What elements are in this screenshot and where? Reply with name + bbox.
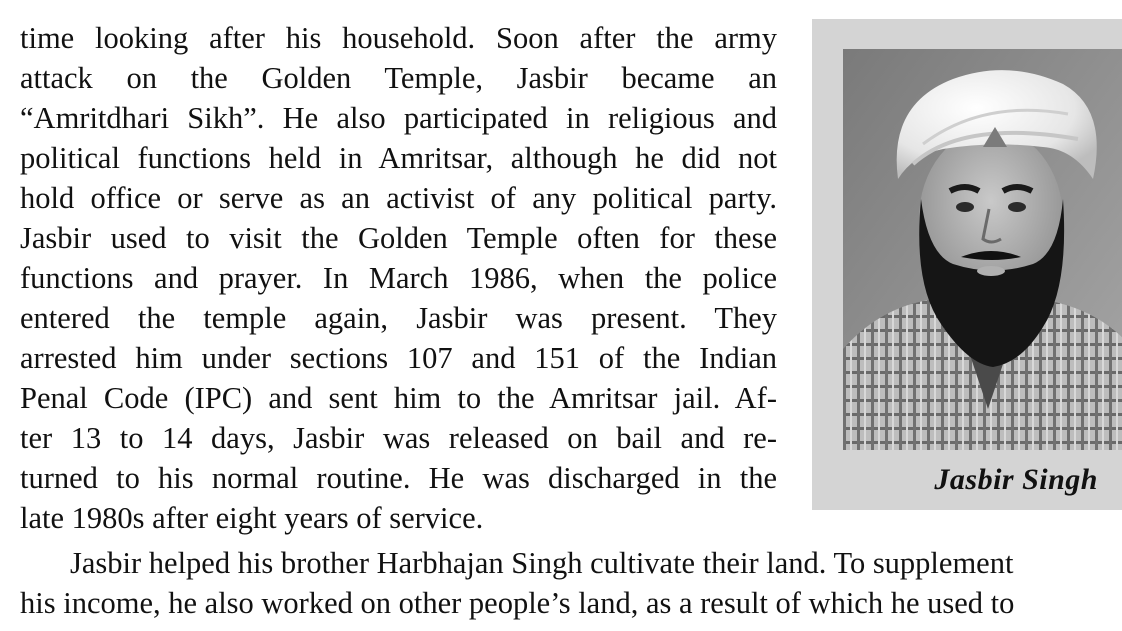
text-line-11: ter 13 to 14 days, Jasbir was released on bail and re-: [20, 421, 777, 455]
paragraph-2-line-1: Jasbir helped his brother Harbhajan Singh cultivate their land. To supplement: [70, 546, 1014, 580]
text-line-9: arrested him under sections 107 and 151 of the Indian: [20, 341, 777, 375]
paragraph-2-line-2: his income, he also worked on other people’s land, as a result of which he used to: [20, 586, 1015, 620]
portrait-photo: [843, 49, 1122, 450]
photo-caption: Jasbir Singh: [934, 463, 1098, 496]
text-line-7: functions and prayer. In March 1986, when the police: [20, 261, 777, 295]
text-line-8: entered the temple again, Jasbir was present. They: [20, 301, 777, 335]
text-line-6: Jasbir used to visit the Golden Temple often for these: [20, 221, 777, 255]
text-line-12: turned to his normal routine. He was discharged in the: [20, 461, 777, 495]
text-line-5: hold office or serve as an activist of any political party.: [20, 181, 777, 215]
text-line-13: late 1980s after eight years of service.: [20, 501, 484, 535]
portrait-image: [843, 49, 1122, 450]
text-line-4: political functions held in Amritsar, although he did not: [20, 141, 777, 175]
text-line-10: Penal Code (IPC) and sent him to the Amritsar jail. Af-: [20, 381, 777, 415]
text-line-3: “Amritdhari Sikh”. He also participated in religious and: [20, 101, 777, 135]
text-line-2: attack on the Golden Temple, Jasbir became an: [20, 61, 777, 95]
text-line-1: time looking after his household. Soon after the army: [20, 21, 777, 55]
